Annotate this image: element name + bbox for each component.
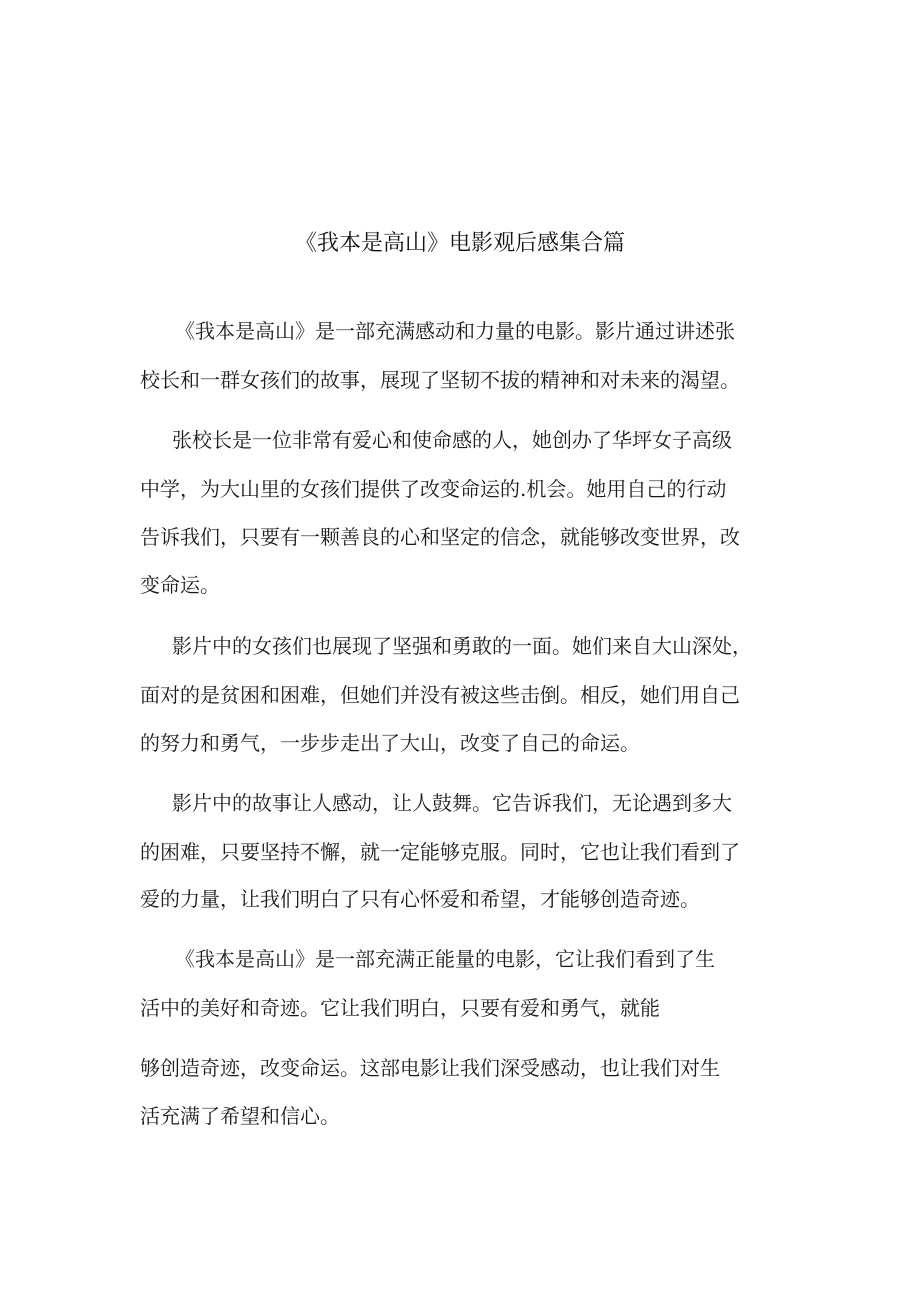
paragraph-1-line-2: 校长和一群女孩们的故事，展现了坚韧不拔的精神和对未来的渴望。 [140, 368, 740, 392]
paragraph-3-line-3: 的努力和勇气，一步步走出了大山，改变了自己的命运。 [140, 731, 640, 755]
paragraph-4-line-1: 影片中的故事让人感动，让人鼓舞。它告诉我们，无论遇到多大 [172, 791, 732, 815]
paragraph-2-line-4: 变命运。 [140, 573, 220, 597]
paragraph-5-line-3: 够创造奇迹，改变命运。这部电影让我们深受感动，也让我们对生 [140, 1056, 720, 1080]
paragraph-2-line-2: 中学，为大山里的女孩们提供了改变命运的.机会。她用自己的行动 [140, 477, 727, 501]
paragraph-5-line-1: 《我本是高山》是一部充满正能量的电影，它让我们看到了生 [165, 947, 715, 971]
paragraph-5-line-2: 活中的美好和奇迹。它让我们明白，只要有爱和勇气，就能 [140, 996, 660, 1020]
paragraph-4-line-3: 爱的力量，让我们明白了只有心怀爱和希望，才能够创造奇迹。 [140, 887, 700, 911]
paragraph-4-line-2: 的困难，只要坚持不懈，就一定能够克服。同时，它也让我们看到了 [140, 840, 740, 864]
paragraph-1-line-1: 《我本是高山》是一部充满感动和力量的电影。影片通过讲述张 [165, 319, 735, 343]
paragraph-5-line-4: 活充满了希望和信心。 [140, 1104, 340, 1128]
paragraph-2-line-1: 张校长是一位非常有爱心和使命感的人，她创办了华坪女子高级 [172, 428, 732, 452]
page-title: 《我本是高山》电影观后感集合篇 [294, 231, 625, 256]
paragraph-2-line-3: 告诉我们，只要有一颗善良的心和坚定的信念，就能够改变世界，改 [140, 525, 740, 549]
paragraph-3-line-1: 影片中的女孩们也展现了坚强和勇敢的一面。她们来自大山深处， [172, 634, 752, 658]
paragraph-3-line-2: 面对的是贫困和困难，但她们并没有被这些击倒。相反，她们用自己 [140, 683, 740, 707]
